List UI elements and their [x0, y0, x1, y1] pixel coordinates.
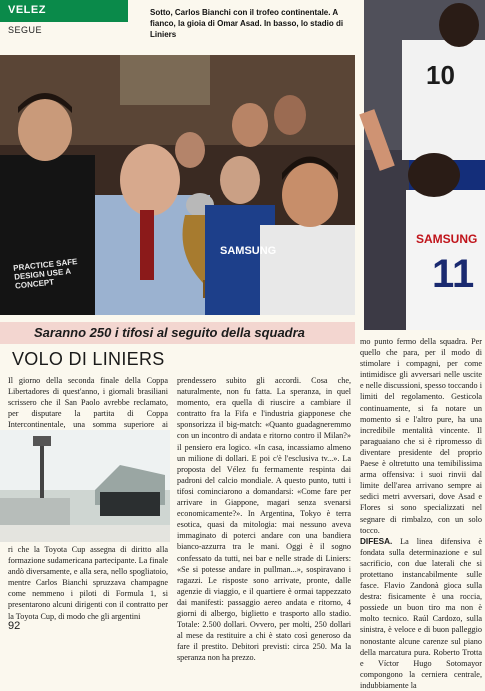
shirt-sponsor: SAMSUNG: [220, 245, 277, 257]
section-tag: [0, 0, 128, 22]
segue-label: SEGUE: [8, 25, 43, 35]
body-column-3: [360, 336, 482, 691]
body-column-1: Il giorno della seconda finale della Coppa Libertadores di quest'anno, i giornali brasiliani scrissero che il San Paolo avrebbe reclamato, per disputare la partita di Coppa Intercontinentale, una somma superiore ai: [8, 376, 168, 430]
shirt-text: PRACTICE SAFE DESIGN USE A CONCEPT: [12, 256, 78, 291]
body-column-1-continued: ri che la Toyota Cup assegna di diritto alla formazione sudamericana partecipante. La finale andò diversamente, e alla sera, nello spogliatoio, mentre Carlos Bianchi spruzzava champagne come nemmeno i piloti di Formula 1, si presentarono alcuni dirigenti con il contratto per la Toyota Cup, di modo che gli argentini: [8, 545, 168, 621]
main-photo: [0, 55, 355, 315]
page-number: 92: [8, 620, 21, 632]
shirt-number: 11: [432, 252, 475, 296]
subheading-difesa: DIFESA.: [360, 536, 393, 546]
side-photo: [364, 0, 485, 330]
photo-caption: Sotto, Carlos Bianchi con il trofeo continentale. A fianco, la gioia di Omar Asad. In basso, lo stadio di Liniers: [150, 8, 344, 39]
banner-text: Saranno 250 i tifosi al seguito della squadra: [34, 325, 305, 340]
article-banner: [0, 322, 355, 344]
article-headline: VOLO DI LINIERS: [12, 349, 165, 369]
shirt-number-top: 10: [426, 60, 455, 90]
body-column-2: prendessero subito gli accordi. Cosa che, naturalmente, non fu fatta. La speranza, in quel momento, era quella di riuscire a cambiare il contratto fra la Fifa e l'industria giapponese che sponsorizza il big-match: «Quanto guadagneremmo con un incontro di andata e ritorno contro il Milan?» il pensiero era logico. «In casa, incassiamo almeno un milione di dollari. E poi c'è l'esclusiva tv...». La proposta del Vélez fu fermamente respinta dai padroni del calcio mondiale. A questo punto, tutti i tifosi cominciarono a domandarsi: «Come fare per arrivare in Giappone, magari senza svenarsi economicamente?». In Argentina, Tokyo è terra esotica, quasi da mitologia: mai nessuno aveva immaginato di poterci andare con una bandiera bianco-azzurra tra le mani. Oggi è il sogno confessato da tutti, nei bar e nelle strade di Liniers: «Se si potesse andare in pullman...», sospiravano i ragazzi. Le risposte sono arrivate, pronte, dalle agenzie di viaggio, e il quartiere è ormai tappezzato dai manifesti: passaggio aereo andata e ritorno, 4 giorni di albergo, biglietto e trasporto allo stadio. Totale: 2.500 dollari. Ovvero, per molti, 250 dollari al mese da restituire a chi è stato così generoso da fare il prestito. Debitori previsti: circa 250. Ma la speranza non ha prezzo.: [177, 376, 351, 663]
stadium-photo: [0, 430, 170, 542]
body-column-3-top: mo punto fermo della squadra. Per quello che para, per il modo di stimolare i compagni, per come intimidisce gli avversari nelle uscite e nelle discussioni, spesso toccando i limiti del regolamento. Gesticola continuamente, si fa notare un momento sì e l'altro pure, ha una incredibile mentalità vincente. Il paraguaiano che si è ripromesso di diventare presidente del proprio Paese è oltretutto una temibilissima arma offensiva: i suoi rinvii dal limite dell'area arrivano sempre ai sedici metri avversari, dove Asad e Flores si sono specializzati nel segnare di rimbalzo, con un solo tocco.: [360, 337, 482, 535]
section-label: VELEZ: [8, 4, 46, 16]
body-column-3-bottom: La linea difensiva è fondata sulla determinazione e sul sacrificio, con due laterali che si protettano instancabilmente sulle fasce. Flavio Zandonà gioca sulla destra: fisicamente è una roccia, possiede un buon tiro ma non è molto tecnico. Raúl Cardozo, sulla sinistra, è veloce e di buon palleggio nonostante alcune carenze sul piano della marcatura pura. Roberto Trotta e Víctor Hugo Sotomayor compongono la cerniera centrale, indubbiamente la: [360, 536, 482, 690]
side-shirt-sponsor: SAMSUNG: [416, 232, 478, 246]
